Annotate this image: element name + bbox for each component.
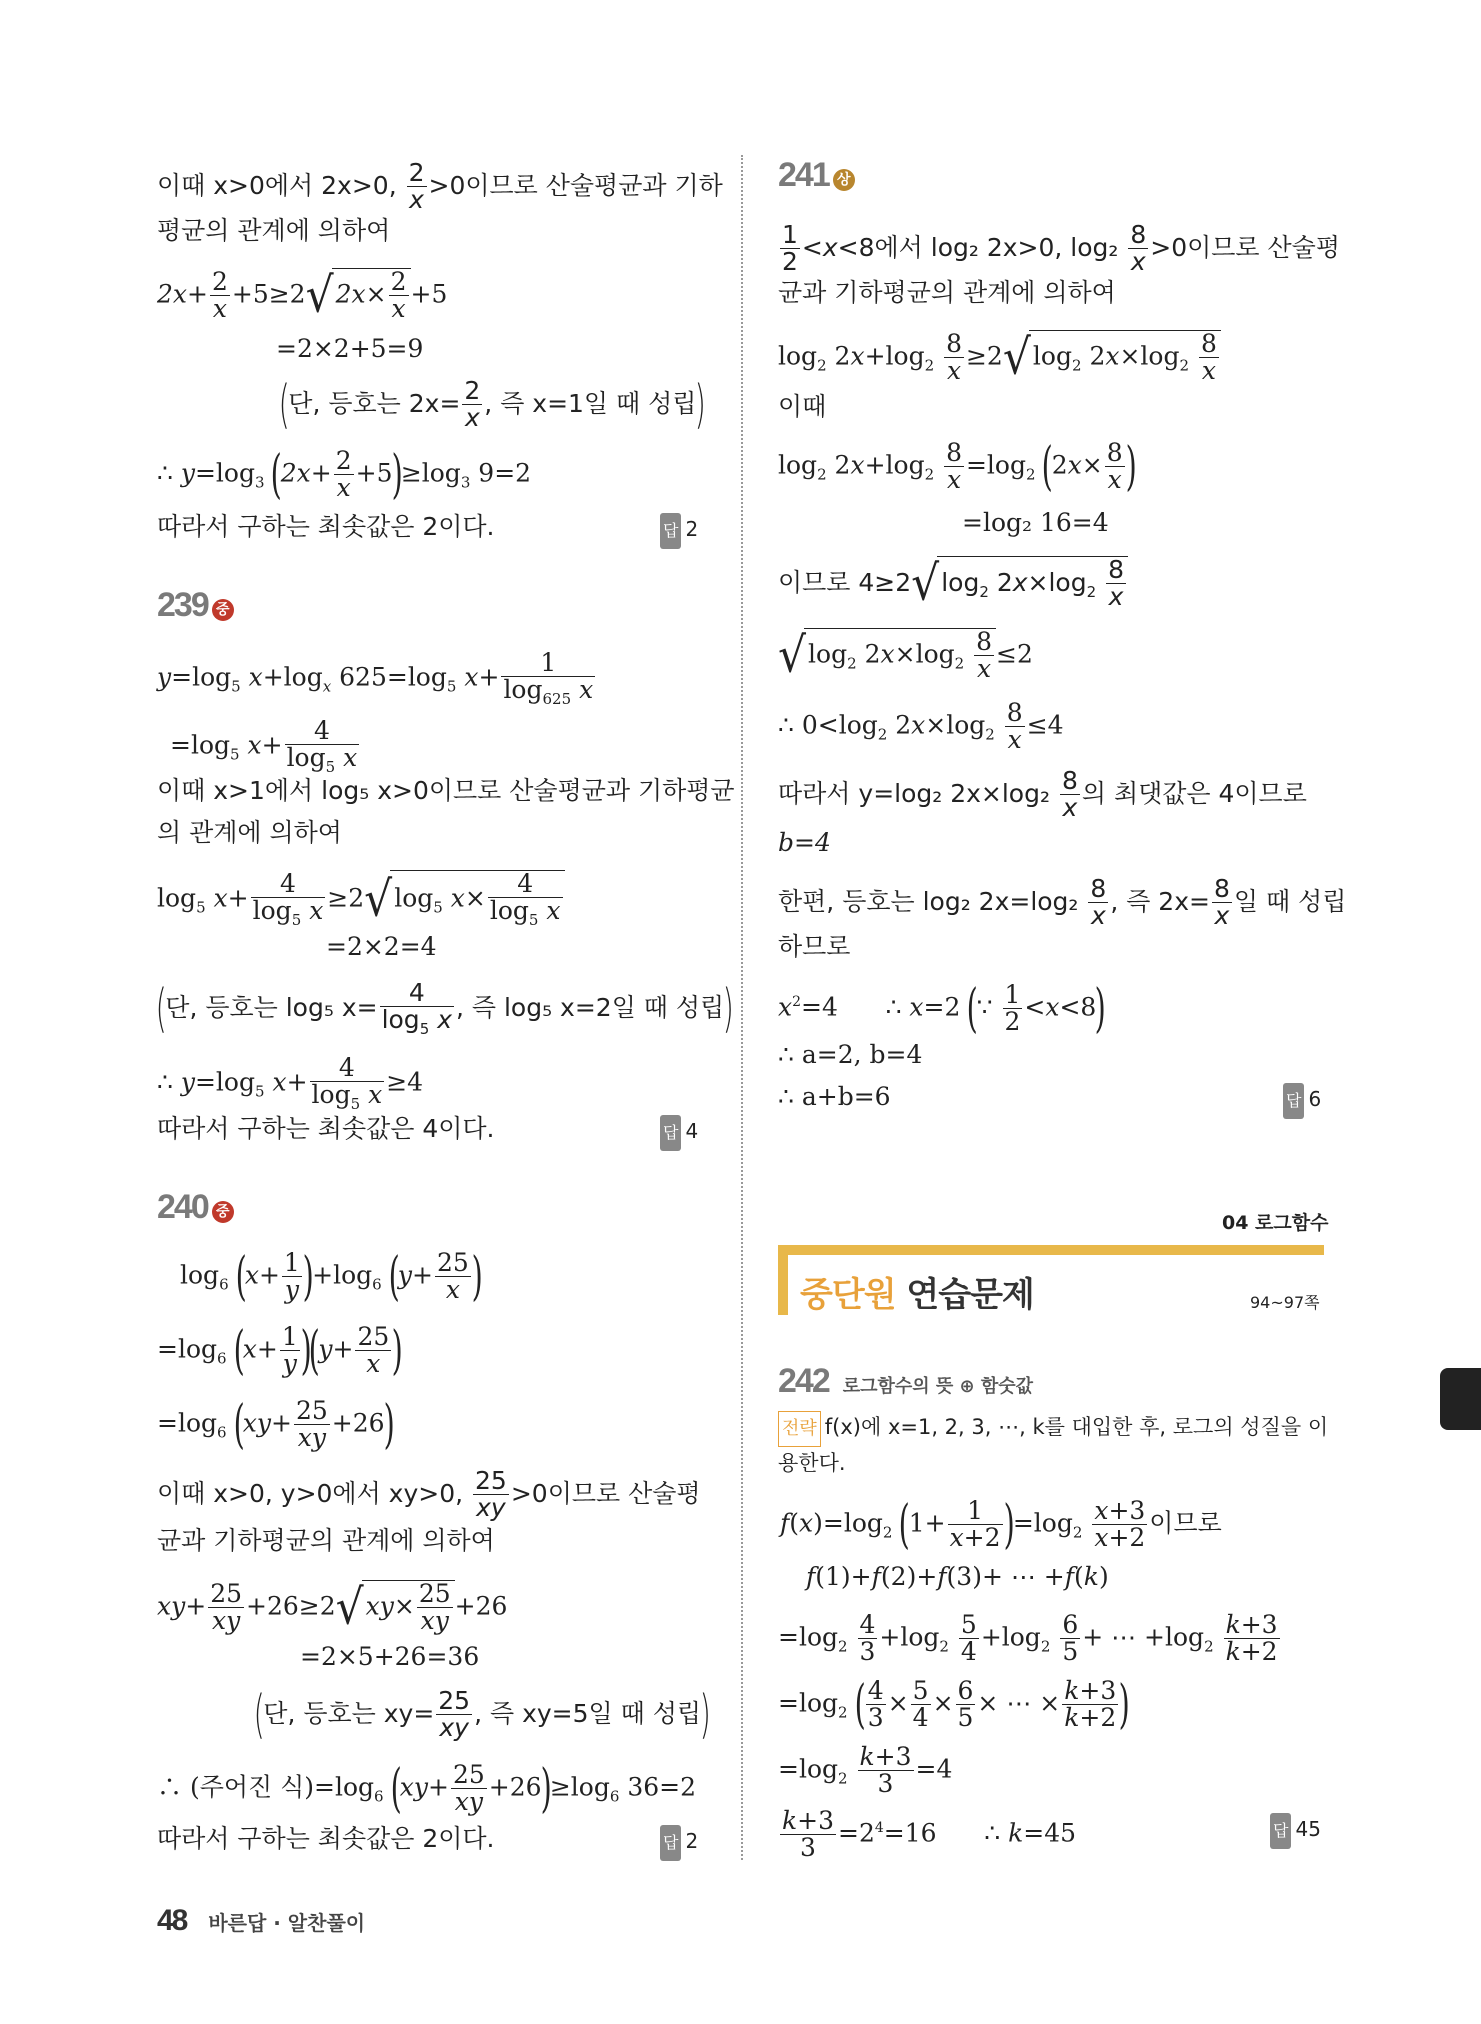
math-line: ∴ $0<\log_2$ $2x\times\log_2$ $\frac{8}{x}$ ≤4 bbox=[778, 698, 1064, 755]
banner-bar bbox=[778, 1245, 1324, 1255]
condition-note: (단, 등호는 log₅ x= $\frac{4}{\log_5 x}$ , 즉 log₅ x=2일 때 성립) bbox=[155, 978, 734, 1039]
condition-note: (단, 등호는 2x= $\frac{2}{x}$ , 즉 x=1일 때 성립) bbox=[278, 374, 707, 435]
book-title: 바른답 · 알찬풀이 bbox=[208, 1911, 366, 1935]
math-line: $=\log_2$ $\frac{k+3}{3}$ =4 bbox=[778, 1742, 953, 1799]
math-line: xy+ $\frac{25}{xy}$ +26≥2√xy× $\frac{25}{xy}$ +26 bbox=[157, 1579, 508, 1636]
math-line: $=\log_2$ ( $\frac{4}{3}$ × $\frac{5}{4}$ × $\frac{6}{5}$ × ⋯ × $\frac{k+3}{k+2}$ ) bbox=[778, 1674, 1130, 1735]
text-line: 의 관계에 의하여 bbox=[157, 818, 342, 847]
problem-header-240: 240 중 bbox=[157, 1190, 234, 1227]
math-line: b=4 bbox=[778, 828, 831, 857]
text-line: 이때 x>0, y>0에서 xy>0, $\frac{25}{xy}$ >0이므로 산술평 bbox=[157, 1466, 701, 1523]
text-line: 균과 기하평균의 관계에 의하여 bbox=[778, 278, 1116, 307]
problem-header-239: 239 중 bbox=[157, 588, 234, 625]
math-line: 이므로 $4\ge 2√\log_2$ $2x\times\log_2$ $\frac{8}{x}$ bbox=[778, 556, 1128, 611]
strategy-line: 용한다. bbox=[778, 1451, 846, 1475]
section-header: 04 로그함수 bbox=[1222, 1212, 1329, 1234]
banner-title: 중단원 연습문제 bbox=[800, 1275, 1034, 1315]
strategy-tag: 전략 bbox=[778, 1411, 821, 1447]
math-line: $\log_2 2x+\log_2$ $\frac{8}{x}$ $\ge 2√\log_2$ $2x\times\log_2$ $\frac{8}{x}$ bbox=[778, 330, 1221, 385]
page-number: 48 bbox=[157, 1904, 187, 1937]
text-line: 따라서 구하는 최솟값은 4이다. bbox=[157, 1114, 495, 1143]
page-range: 94~97쪽 bbox=[1250, 1293, 1320, 1312]
math-line: $\log_6 (x+$ $\frac{1}{y}$ )$+\log_6$ (y+ $\frac{25}{x}$ ) bbox=[180, 1246, 483, 1307]
math-line: ∴ (주어진 식)$=\log_6$ (xy+ $\frac{25}{xy}$ $+26)\ge\log_6$ 36=2 bbox=[157, 1758, 697, 1819]
math-line: ∴ $y=\log_3$ (2x+ $\frac{2}{x}$ $+5)\ge\log_3$ 9=2 bbox=[157, 444, 532, 505]
answer: 답 4 bbox=[660, 1114, 698, 1151]
math-line: =2×5+26=36 bbox=[300, 1642, 480, 1671]
problem-header-241: 241 상 bbox=[778, 158, 855, 195]
answer: 답 2 bbox=[660, 512, 698, 549]
chapter-tab bbox=[1440, 1368, 1481, 1430]
condition-note: (단, 등호는 xy= $\frac{25}{xy}$ , 즉 xy=5일 때 성립) bbox=[253, 1684, 711, 1745]
text-line: 한편, 등호는 log₂ 2x=log₂ $\frac{8}{x}$ , 즉 2x= $\frac{8}{x}$ 일 때 성립 bbox=[778, 874, 1347, 931]
math-line: =2×2+5=9 bbox=[276, 334, 424, 363]
math-line: $f(x)=\log_2$ (1+ $\frac{1}{x+2}$ )$=\log_2$ $\frac{x+3}{x+2}$ 이므로 bbox=[780, 1494, 1222, 1555]
answer: 답 2 bbox=[660, 1824, 698, 1861]
text-line: 균과 기하평균의 관계에 의하여 bbox=[157, 1526, 495, 1555]
text-line: 따라서 구하는 최솟값은 2이다. bbox=[157, 512, 495, 541]
math-line: ∴ a=2, b=4 bbox=[778, 1040, 923, 1069]
text-line: 평균의 관계에 의하여 bbox=[157, 216, 391, 245]
banner-side bbox=[778, 1245, 788, 1315]
math-line: 2x+ $\frac{2}{x}$ +5≥2√2x× $\frac{2}{x}$ +5 bbox=[157, 267, 448, 324]
text-line: $\frac{1}{2}$ <x<8에서 log₂ 2x>0, log₂ $\frac{8}{x}$ >0이므로 산술평 bbox=[782, 220, 1340, 277]
math-line: ∴ $y=\log_5$ x+ $\frac{4}{\log_5 x}$ ≥4 bbox=[157, 1053, 424, 1114]
text-line: 하므로 bbox=[778, 932, 851, 961]
text-line: 이때 x>1에서 log₅ x>0이므로 산술평균과 기하평균 bbox=[157, 776, 735, 805]
math-line: $\frac{k+3}{3}$ $=2^4=16$ ∴ k=45 bbox=[782, 1806, 1077, 1863]
strategy-line: 전략 f(x)에 x=1, 2, 3, ⋯, k를 대입한 후, 로그의 성질을 이 bbox=[778, 1410, 1328, 1447]
footer bbox=[157, 1904, 365, 1940]
math-line: $\log_2 2x+\log_2$ $\frac{8}{x}$ $=\log_2$ (2x× $\frac{8}{x}$ ) bbox=[778, 436, 1137, 497]
text-line: 이때 bbox=[778, 392, 827, 421]
math-line: $\log_5 x+$ $\frac{4}{\log_5 x}$ $\ge 2√\log_5$ x× $\frac{4}{\log_5 x}$ bbox=[157, 870, 565, 929]
math-line: $=\log_6$ (x+ $\frac{1}{y}$ )(y+ $\frac{25}{x}$ ) bbox=[157, 1320, 403, 1381]
problem-header-242: 242 로그함수의 뜻 ⊕ 함숫값 bbox=[778, 1362, 1034, 1400]
math-line: $=\log_5$ x+ $\frac{4}{\log_5 x}$ bbox=[170, 716, 358, 777]
text-line: 이때 x>0에서 2x>0, $\frac{2}{x}$ >0이므로 산술평균과 기하 bbox=[157, 158, 723, 215]
section-banner bbox=[778, 1245, 1324, 1315]
math-line: =2×2=4 bbox=[326, 932, 437, 961]
text-line: 따라서 구하는 최솟값은 2이다. bbox=[157, 1824, 495, 1853]
math-line: f(1)+f(2)+f(3)+ ⋯ +f(k) bbox=[806, 1562, 1109, 1591]
math-line: $=\log_6$ (xy+ $\frac{25}{xy}$ +26) bbox=[157, 1394, 395, 1455]
math-line: $y=\log_5$ $x+\log_x$ $625=\log_5$ x+ $\frac{1}{\log_{625} x}$ bbox=[157, 648, 594, 709]
text-line: 따라서 y=log₂ 2x×log₂ $\frac{8}{x}$ 의 최댓값은 4이므로 bbox=[778, 766, 1307, 823]
column-divider bbox=[741, 155, 743, 1860]
math-line: $x^2=4$ ∴ x=2 (∵ $\frac{1}{2}$ <x<8) bbox=[778, 978, 1107, 1039]
answer: 답 45 bbox=[1270, 1812, 1321, 1849]
answer: 답 6 bbox=[1283, 1082, 1321, 1119]
math-line: $√\log_2$ $2x\times\log_2$ $\frac{8}{x}$ ≤2 bbox=[778, 627, 1033, 684]
math-line: $=\log_2$ $\frac{4}{3}$ $+\log_2$ $\frac{5}{4}$ $+\log_2$ $\frac{6}{5}$ + ⋯ $+\log_2$ $\frac{k+3}{k+2}$ bbox=[778, 1610, 1278, 1667]
math-line: ∴ a+b=6 bbox=[778, 1082, 891, 1111]
math-line: =log₂ 16=4 bbox=[962, 508, 1109, 537]
